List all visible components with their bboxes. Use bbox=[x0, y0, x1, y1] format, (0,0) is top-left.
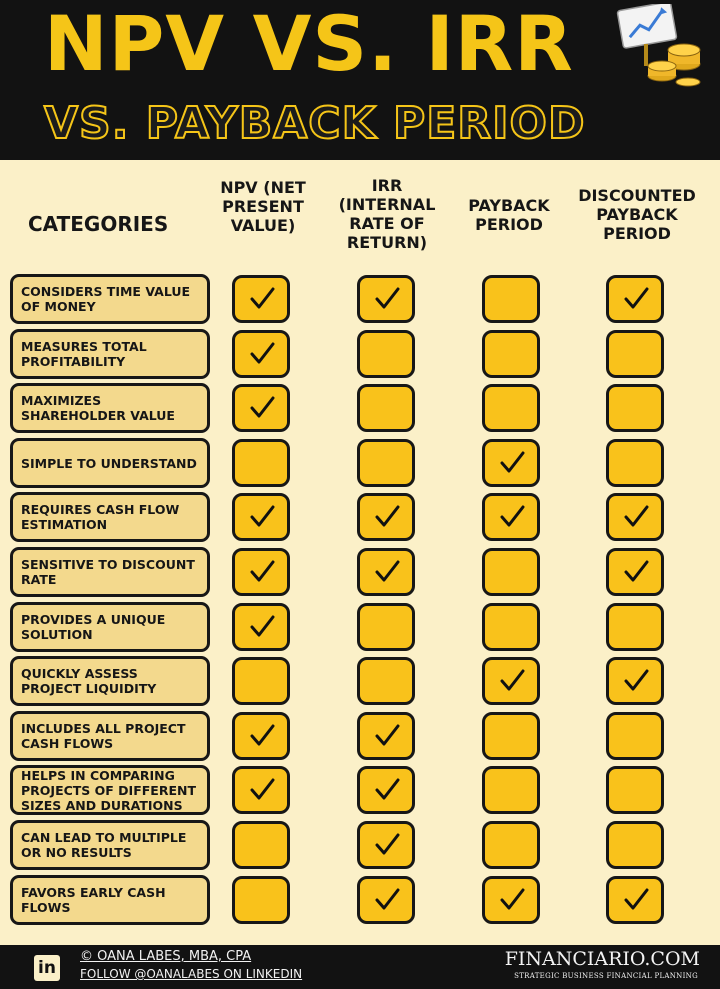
checkmark-icon bbox=[249, 614, 275, 640]
category-cell bbox=[10, 438, 210, 488]
payback-checkbox bbox=[482, 657, 540, 705]
checkmark-icon bbox=[374, 723, 400, 749]
category-label: SENSITIVE TO DISCOUNT RATE bbox=[21, 557, 195, 587]
irr-checkbox bbox=[357, 439, 415, 487]
checkmark-icon bbox=[374, 832, 400, 858]
irr-column-header: IRR (INTERNAL RATE OF RETURN) bbox=[338, 176, 436, 252]
category-cell bbox=[10, 492, 210, 542]
checkmark-icon bbox=[249, 723, 275, 749]
irr-checkbox bbox=[357, 657, 415, 705]
header bbox=[0, 0, 720, 160]
brand-name: FINANCIARIO.COM bbox=[504, 948, 700, 970]
category-cell bbox=[10, 875, 210, 925]
npv-column-header: NPV (NET PRESENT VALUE) bbox=[220, 178, 306, 235]
page-subtitle: VS. PAYBACK PERIOD bbox=[44, 98, 586, 149]
category-cell bbox=[10, 547, 210, 597]
table-row bbox=[8, 875, 714, 925]
category-label: SIMPLE TO UNDERSTAND bbox=[21, 455, 197, 471]
table-row bbox=[8, 602, 714, 652]
discounted-checkbox bbox=[606, 603, 664, 651]
table-row bbox=[8, 438, 714, 488]
table-row bbox=[8, 711, 714, 761]
category-cell bbox=[10, 656, 210, 706]
category-cell bbox=[10, 602, 210, 652]
table-row bbox=[8, 765, 714, 815]
checkmark-icon bbox=[623, 887, 649, 913]
table-row bbox=[8, 656, 714, 706]
discounted-payback-column-header: DISCOUNTED PAYBACK PERIOD bbox=[578, 186, 696, 243]
discounted-checkbox bbox=[606, 330, 664, 378]
npv-checkbox bbox=[232, 876, 290, 924]
payback-checkbox bbox=[482, 712, 540, 760]
irr-checkbox bbox=[357, 384, 415, 432]
category-label: CONSIDERS TIME VALUE OF MONEY bbox=[21, 284, 191, 314]
discounted-checkbox bbox=[606, 493, 664, 541]
irr-checkbox bbox=[357, 821, 415, 869]
category-cell bbox=[10, 274, 210, 324]
npv-checkbox bbox=[232, 548, 290, 596]
discounted-checkbox bbox=[606, 548, 664, 596]
table-row bbox=[8, 274, 714, 324]
irr-checkbox bbox=[357, 330, 415, 378]
checkmark-icon bbox=[374, 504, 400, 530]
npv-checkbox bbox=[232, 766, 290, 814]
checkmark-icon bbox=[623, 668, 649, 694]
discounted-checkbox bbox=[606, 384, 664, 432]
discounted-checkbox bbox=[606, 657, 664, 705]
category-label: HELPS IN COMPARING PROJECTS OF DIFFERENT SIZES AND DURATIONS bbox=[21, 767, 196, 813]
checkmark-icon bbox=[249, 286, 275, 312]
npv-checkbox bbox=[232, 712, 290, 760]
category-cell bbox=[10, 329, 210, 379]
page-title: NPV VS. IRR bbox=[44, 0, 574, 88]
checkmark-icon bbox=[623, 504, 649, 530]
checkmark-icon bbox=[499, 887, 525, 913]
category-label: FAVORS EARLY CASH FLOWS bbox=[21, 885, 166, 915]
checkmark-icon bbox=[374, 559, 400, 585]
table-row bbox=[8, 383, 714, 433]
payback-checkbox bbox=[482, 384, 540, 432]
checkmark-icon bbox=[249, 559, 275, 585]
category-label: REQUIRES CASH FLOW ESTIMATION bbox=[21, 502, 180, 532]
npv-checkbox bbox=[232, 384, 290, 432]
payback-checkbox bbox=[482, 548, 540, 596]
category-cell bbox=[10, 711, 210, 761]
irr-checkbox bbox=[357, 876, 415, 924]
irr-checkbox bbox=[357, 603, 415, 651]
discounted-checkbox bbox=[606, 275, 664, 323]
npv-checkbox bbox=[232, 275, 290, 323]
footer bbox=[0, 945, 720, 989]
checkmark-icon bbox=[249, 504, 275, 530]
table-row bbox=[8, 329, 714, 379]
npv-checkbox bbox=[232, 439, 290, 487]
checkmark-icon bbox=[249, 777, 275, 803]
category-cell bbox=[10, 820, 210, 870]
follow-link[interactable]: FOLLOW @OANALABES ON LINKEDIN bbox=[80, 967, 303, 981]
npv-checkbox bbox=[232, 821, 290, 869]
checkmark-icon bbox=[374, 887, 400, 913]
category-label: MAXIMIZES SHAREHOLDER VALUE bbox=[21, 393, 175, 423]
rising-chart-with-coins-icon bbox=[614, 4, 702, 88]
npv-checkbox bbox=[232, 330, 290, 378]
table-row bbox=[8, 820, 714, 870]
discounted-checkbox bbox=[606, 821, 664, 869]
payback-checkbox bbox=[482, 493, 540, 541]
payback-checkbox bbox=[482, 766, 540, 814]
category-cell bbox=[10, 765, 210, 815]
payback-checkbox bbox=[482, 876, 540, 924]
category-label: MEASURES TOTAL PROFITABILITY bbox=[21, 339, 147, 369]
category-label: CAN LEAD TO MULTIPLE OR NO RESULTS bbox=[21, 830, 187, 860]
irr-checkbox bbox=[357, 766, 415, 814]
checkmark-icon bbox=[499, 668, 525, 694]
checkmark-icon bbox=[249, 341, 275, 367]
discounted-checkbox bbox=[606, 439, 664, 487]
category-label: QUICKLY ASSESS PROJECT LIQUIDITY bbox=[21, 666, 157, 696]
checkmark-icon bbox=[623, 286, 649, 312]
irr-checkbox bbox=[357, 548, 415, 596]
discounted-checkbox bbox=[606, 712, 664, 760]
brand-tagline: STRATEGIC BUSINESS FINANCIAL PLANNING bbox=[514, 972, 698, 980]
npv-checkbox bbox=[232, 657, 290, 705]
irr-checkbox bbox=[357, 712, 415, 760]
payback-checkbox bbox=[482, 603, 540, 651]
table-row bbox=[8, 547, 714, 597]
checkmark-icon bbox=[623, 559, 649, 585]
irr-checkbox bbox=[357, 493, 415, 541]
category-cell bbox=[10, 383, 210, 433]
categories-header: CATEGORIES bbox=[28, 212, 169, 236]
discounted-checkbox bbox=[606, 876, 664, 924]
category-label: INCLUDES ALL PROJECT CASH FLOWS bbox=[21, 721, 186, 751]
author-credit: © OANA LABES, MBA, CPA bbox=[80, 949, 252, 964]
checkmark-icon bbox=[499, 504, 525, 530]
payback-checkbox bbox=[482, 275, 540, 323]
discounted-checkbox bbox=[606, 766, 664, 814]
npv-checkbox bbox=[232, 493, 290, 541]
category-label: PROVIDES A UNIQUE SOLUTION bbox=[21, 612, 166, 642]
table-row bbox=[8, 492, 714, 542]
linkedin-icon[interactable]: in bbox=[34, 955, 60, 981]
payback-checkbox bbox=[482, 821, 540, 869]
payback-column-header: PAYBACK PERIOD bbox=[468, 196, 550, 234]
npv-checkbox bbox=[232, 603, 290, 651]
payback-checkbox bbox=[482, 330, 540, 378]
checkmark-icon bbox=[374, 777, 400, 803]
checkmark-icon bbox=[374, 286, 400, 312]
checkmark-icon bbox=[249, 395, 275, 421]
checkmark-icon bbox=[499, 450, 525, 476]
irr-checkbox bbox=[357, 275, 415, 323]
payback-checkbox bbox=[482, 439, 540, 487]
